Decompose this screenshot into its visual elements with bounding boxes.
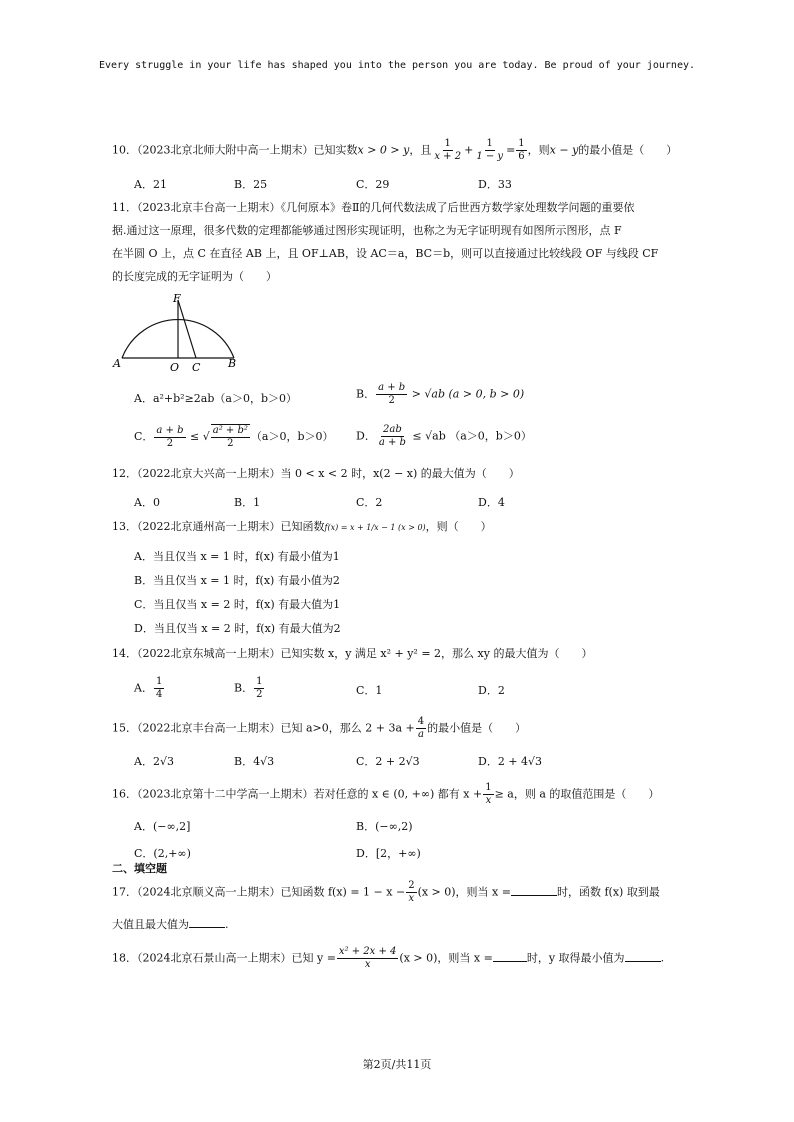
q12-option-c[interactable]: C．2 xyxy=(356,496,383,509)
q16-option-d[interactable]: D．[2，+∞) xyxy=(356,847,421,860)
question-12: 12．（2022北京大兴高一上期末）当 0 < x < 2 时，x(2 − x) 的最大值为（ ） xyxy=(112,467,520,480)
q11-optc-rest: （a＞0，b＞0） xyxy=(250,430,334,443)
q17-blank-max[interactable] xyxy=(189,916,225,928)
q18-text-a: 18．（2024北京石景山高一上期末）已知 y = xyxy=(112,951,336,965)
q18-fraction xyxy=(337,946,399,971)
q11-optd-label: D． xyxy=(356,429,376,443)
q13-option-b[interactable]: B．当且仅当 x = 1 时，f(x) 有最小值为2 xyxy=(134,574,340,587)
q11-optc-rnum: a² + b² xyxy=(212,425,248,436)
q14-option-c[interactable]: C．1 xyxy=(356,684,383,697)
q17-fraction xyxy=(406,880,416,905)
q17-text-b: (x > 0)，则当 x = xyxy=(417,885,511,899)
q11-optd-fraction xyxy=(377,424,408,449)
q11-optd-den: a + b xyxy=(378,437,406,448)
q10-condition: x > 0 > y xyxy=(357,143,410,157)
q14-optb-den: 2 xyxy=(256,689,263,700)
q10-plus: + xyxy=(464,143,474,157)
q11-optc-mid: ≤ √ xyxy=(186,430,210,443)
q11-line-1: 11．（2023北京丰台高一上期末）《几何原本》卷Ⅱ的几何代数法成了后世西方数学家处理数学问题的重要依 xyxy=(112,201,635,214)
q10-f2-den: 1 − y xyxy=(476,151,504,162)
q10-option-d[interactable]: D．33 xyxy=(478,178,512,191)
q18-end: . xyxy=(660,951,665,965)
q14-opta-fraction xyxy=(154,676,164,701)
q10-equals: = xyxy=(506,143,516,157)
q11-option-d[interactable] xyxy=(356,424,532,449)
q18-fden: x xyxy=(364,959,371,970)
q10-option-c[interactable]: C．29 xyxy=(356,178,390,191)
q11-optd-num: 2ab xyxy=(383,424,402,435)
label-f: F xyxy=(173,292,181,305)
q10-option-a[interactable]: A．21 xyxy=(134,178,167,191)
q14-optb-fraction xyxy=(254,676,264,701)
question-14: 14．（2022北京东城高一上期末）已知实数 x，y 满足 x² + y² = 2，那么 xy 的最大值为（ ） xyxy=(112,647,593,660)
q11-optb-num: a + b xyxy=(378,382,406,393)
q14-option-b[interactable] xyxy=(234,676,265,701)
q11-line-4: 的长度完成的无字证明为（ ） xyxy=(112,270,277,283)
q13-option-a[interactable]: A．当且仅当 x = 1 时，f(x) 有最小值为1 xyxy=(134,550,340,563)
q16-fnum: 1 xyxy=(485,782,492,793)
q10-fraction-2 xyxy=(474,138,505,163)
q17-blank-x[interactable] xyxy=(511,884,557,896)
q16-text-b: ≥ a，则 a 的取值范围是（ ） xyxy=(494,787,660,801)
q16-fraction xyxy=(483,782,493,807)
q10-f3-num: 1 xyxy=(518,138,525,149)
q17-line2-end: . xyxy=(225,918,229,931)
q11-optc-rden: 2 xyxy=(227,438,234,449)
q14-option-d[interactable]: D．2 xyxy=(478,684,505,697)
q10-mid: ，且 xyxy=(409,143,432,157)
q11-optc-root-fraction xyxy=(211,424,250,450)
q10-prefix: 10．（2023北京北师大附中高一上期末）已知实数 xyxy=(112,143,358,157)
q11-option-b[interactable] xyxy=(356,382,524,407)
q15-fden: a xyxy=(417,729,424,740)
q11-optc-label: C． xyxy=(134,430,154,443)
q14-option-a[interactable] xyxy=(134,676,165,701)
q11-optb-rest: > √ab (a > 0, b > 0) xyxy=(408,387,525,401)
q10-f3-den: 6 xyxy=(518,151,525,162)
q15-option-a[interactable]: A．2√3 xyxy=(134,755,174,768)
question-10 xyxy=(112,138,677,163)
question-16 xyxy=(112,782,659,807)
q10-suffix-b: 的最小值是（ ） xyxy=(578,143,678,157)
q18-fnum: x² + 2x + 4 xyxy=(338,946,397,957)
q13-text: 13．（2022北京通州高一上期末）已知函数 xyxy=(112,520,325,533)
segment-cf xyxy=(178,300,196,358)
q11-option-a[interactable]: A．a²+b²≥2ab（a＞0，b＞0） xyxy=(134,392,297,405)
q18-text-c: 时，y 取得最小值为 xyxy=(526,951,625,965)
q10-suffix-a: ，则 xyxy=(527,143,550,157)
question-15 xyxy=(112,716,526,741)
q17-line2-text: 大值且最大值为 xyxy=(112,918,189,931)
q14-optb-num: 1 xyxy=(256,676,263,687)
header-quote: Every struggle in your life has shaped you into the person you are today. Be proud of your journey. xyxy=(98,60,696,71)
q16-option-a[interactable]: A．(−∞,2] xyxy=(134,820,191,833)
q11-line-3: 在半圆 O 上，点 C 在直径 AB 上，且 OF⊥AB，设 AC＝a，BC＝b，则可以直接通过比较线段 OF 与线段 CF xyxy=(112,247,659,260)
semicircle-figure xyxy=(110,290,250,374)
q15-fnum: 4 xyxy=(417,716,425,727)
q13-end: ，则（ ） xyxy=(425,520,492,533)
q14-optb-label: B． xyxy=(234,681,254,695)
q15-option-c[interactable]: C．2 + 2√3 xyxy=(356,755,420,768)
q10-expr: x − y xyxy=(549,143,579,157)
q17-text-a: 17．（2024北京顺义高一上期末）已知函数 f(x) = 1 − x − xyxy=(112,885,406,899)
q17-line-2 xyxy=(112,916,229,934)
q17-fnum: 2 xyxy=(408,880,415,891)
q11-optb-label: B． xyxy=(356,387,376,401)
label-a: A xyxy=(113,357,121,370)
q11-optd-rest: ≤ √ab （a＞0，b＞0） xyxy=(408,429,532,443)
q11-optb-fraction xyxy=(376,382,407,407)
q11-optc-num: a + b xyxy=(156,424,184,436)
label-c: C xyxy=(192,361,201,374)
q12-option-a[interactable]: A．0 xyxy=(134,496,160,509)
page-number: 第2页/共11页 xyxy=(362,1058,432,1071)
label-b: B xyxy=(228,357,237,370)
q18-text-b: (x > 0)，则当 x = xyxy=(399,951,493,965)
q13-option-d[interactable]: D．当且仅当 x = 2 时，f(x) 有最大值为2 xyxy=(134,622,341,635)
q12-option-d[interactable]: D．4 xyxy=(478,496,505,509)
q11-option-c[interactable] xyxy=(134,424,334,450)
q10-option-b[interactable]: B．25 xyxy=(234,178,268,191)
q13-option-c[interactable]: C．当且仅当 x = 2 时，f(x) 有最大值为1 xyxy=(134,598,341,611)
q15-option-b[interactable]: B．4√3 xyxy=(234,755,275,768)
q16-text-a: 16．（2023北京第十二中学高一上期末）若对任意的 x ∈ (0, +∞) 都有 x + xyxy=(112,787,483,801)
q14-opta-den: 4 xyxy=(155,689,163,700)
question-13 xyxy=(112,518,492,537)
q15-fraction xyxy=(416,716,426,741)
q14-opta-label: A． xyxy=(134,681,153,695)
q10-f2-num: 1 xyxy=(486,138,493,149)
q15-text-a: 15．（2022北京丰台高一上期末）已知 a>0，那么 2 + 3a + xyxy=(112,721,415,735)
q11-optb-den: 2 xyxy=(388,395,395,406)
q13-function: f(x) = x + 1/x − 1 (x > 0) xyxy=(324,523,426,532)
q15-text-b: 的最小值是（ ） xyxy=(427,721,527,735)
q12-option-b[interactable]: B．1 xyxy=(234,496,261,509)
label-o: O xyxy=(170,361,180,374)
q18-blank-x[interactable] xyxy=(493,950,527,962)
q15-option-d[interactable]: D．2 + 4√3 xyxy=(478,755,543,768)
question-17 xyxy=(112,880,660,905)
q10-fraction-3 xyxy=(516,138,526,163)
q14-opta-num: 1 xyxy=(155,676,163,687)
section-fill-in-title: 二、填空题 xyxy=(112,862,167,875)
q16-fden: x xyxy=(485,795,492,806)
q10-f1-den: x + 2 xyxy=(434,151,462,162)
q11-line-2: 据.通过这一原理，很多代数的定理都能够通过图形实现证明，也称之为无字证明现有如图所示图形，点 F xyxy=(112,224,622,237)
q16-option-c[interactable]: C．(2,+∞) xyxy=(134,847,191,860)
q16-option-b[interactable]: B．(−∞,2) xyxy=(356,820,413,833)
q18-blank-min[interactable] xyxy=(625,950,661,962)
q10-f1-num: 1 xyxy=(444,138,451,149)
q17-fden: x xyxy=(408,893,415,904)
q10-fraction-1 xyxy=(432,138,463,163)
q11-optc-fraction xyxy=(154,425,185,450)
q11-optc-den: 2 xyxy=(166,437,174,449)
question-18 xyxy=(112,946,664,971)
q17-text-c: 时，函数 f(x) 取到最 xyxy=(556,885,660,899)
